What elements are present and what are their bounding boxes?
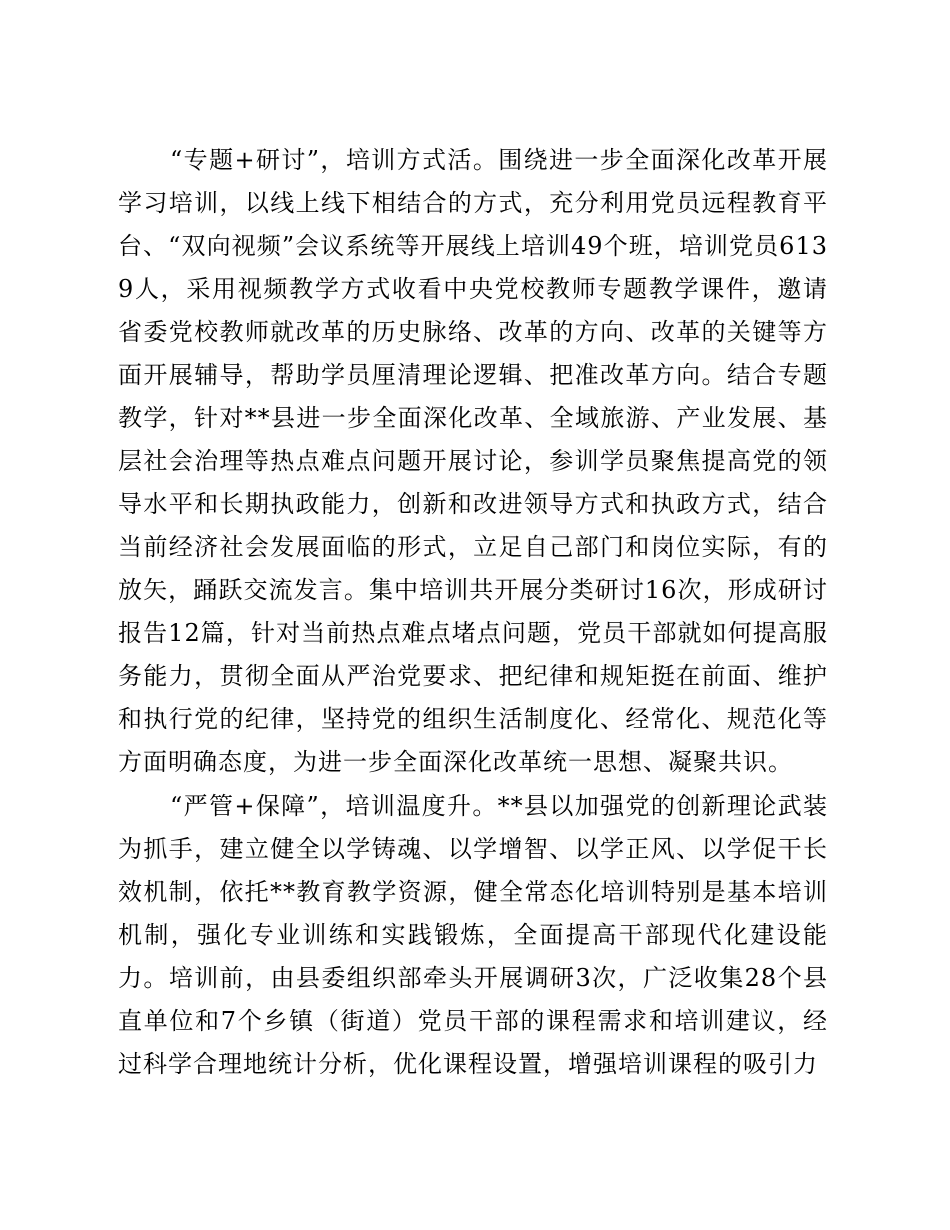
paragraph-training-methods: “专题+研讨”，培训方式活。围绕进一步全面深化改革开展学习培训，以线上线下相结合的方式，充分利用党员远程教育平台、“双向视频”会议系统等开展线上培训49个班，培训党员6139人，采用视频教学方式收看中央党校教师专题教学课件，邀请省委党校教师就改革的历史脉络、改革的方向、改革的关键等方面开展辅导，帮助学员厘清理论逻辑、把准改革方向。结合专题教学，针对**县进一步全面深化改革、全域旅游、产业发展、基层社会治理等热点难点问题开展讨论，参训学员聚焦提高党的领导水平和长期执政能力，创新和改进领导方式和执政方式，结合当前经济社会发展面临的形式，立足自己部门和岗位实际，有的放矢，踊跃交流发言。集中培训共开展分类研讨16次，形成研讨报告12篇，针对当前热点难点堵点问题，党员干部就如何提高服务能力，贯彻全面从严治党要求、把纪律和规矩挺在前面、维护和执行党的纪律，坚持党的组织生活制度化、经常化、规范化等方面明确态度，为进一步全面深化改革统一思想、凝聚共识。	[118, 146, 828, 776]
paragraph-training-management: “严管+保障”，培训温度升。**县以加强党的创新理论武装为抓手，建立健全以学铸魂、以学增智、以学正风、以学促干长效机制，依托**教育教学资源，健全常态化培训特别是基本培训机制，强化专业训练和实践锻炼，全面提高干部现代化建设能力。培训前，由县委组织部牵头开展调研3次，广泛收集28个县直单位和7个乡镇（街道）党员干部的课程需求和培训建议，经过科学合理地统计分析，优化课程设置，增强培训课程的吸引力	[118, 792, 828, 1078]
